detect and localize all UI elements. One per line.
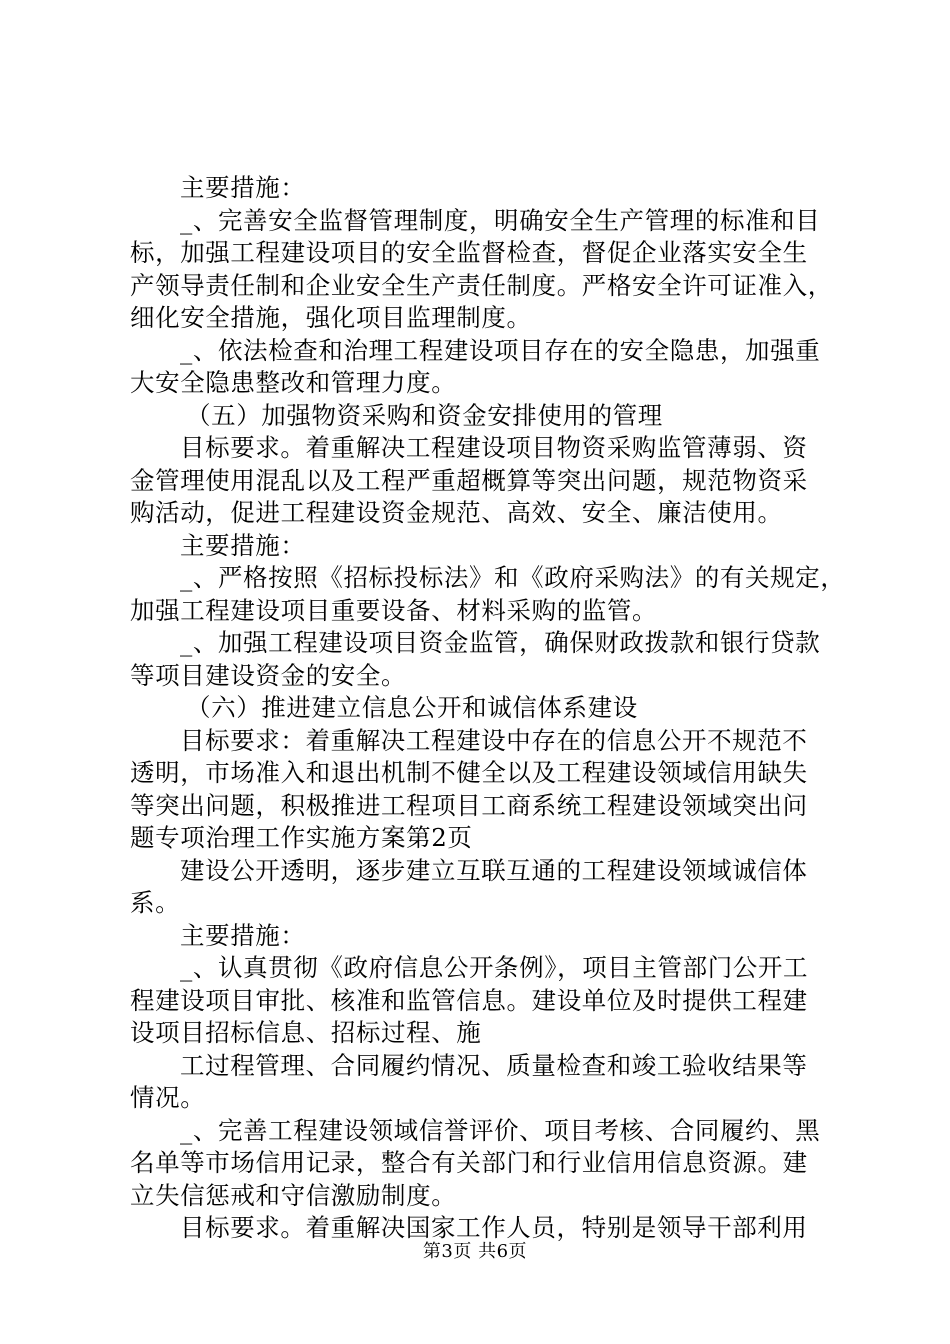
text-line: 目标要求。着重解决工程建设项目物资采购监管薄弱、资 xyxy=(180,433,808,462)
text-line: _、认真贯彻《政府信息公开条例》，项目主管部门公开工 xyxy=(180,953,809,982)
text-line: 主要措施： xyxy=(180,920,306,950)
section-heading: （六）推进建立信息公开和诚信体系建设 xyxy=(186,693,638,722)
text-line: _、完善工程建设领域信誉评价、项目考核、合同履约、黑 xyxy=(180,1115,821,1145)
text-line: 细化安全措施，强化项目监理制度。 xyxy=(130,303,532,332)
text-line: 大安全隐患整改和管理力度。 xyxy=(130,368,457,397)
text-line: 金管理使用混乱以及工程严重超概算等突出问题，规范物资采 xyxy=(130,465,808,495)
text-line: 主要措施： xyxy=(180,530,306,560)
text-line: _、加强工程建设项目资金监管，确保财政拨款和银行贷款 xyxy=(180,628,821,657)
text-line: 建设公开透明，逐步建立互联互通的工程建设领域诚信体 xyxy=(180,855,808,885)
text-line: 名单等市场信用记录，整合有关部门和行业信用信息资源。建 xyxy=(130,1148,808,1177)
text-line: 程建设项目审批、核准和监管信息。建设单位及时提供工程建 xyxy=(130,985,808,1015)
text-line: 标，加强工程建设项目的安全监督检查，督促企业落实安全生 xyxy=(130,238,808,267)
text-line: _、依法检查和治理工程建设项目存在的安全隐患，加强重 xyxy=(180,335,821,365)
document-body xyxy=(130,172,845,1245)
text-line: 系。 xyxy=(130,888,181,917)
text-line: 产领导责任制和企业安全生产责任制度。严格安全许可证准入， xyxy=(130,270,833,300)
text-line: 等项目建设资金的安全。 xyxy=(130,660,407,690)
text-line: 题专项治理工作实施方案第2页 xyxy=(130,823,473,852)
text-line: _、严格按照《招标投标法》和《政府采购法》的有关规定， xyxy=(180,563,846,592)
text-line: 设项目招标信息、招标过程、施 xyxy=(130,1018,482,1047)
section-heading: （五）加强物资采购和资金安排使用的管理 xyxy=(186,400,663,430)
page-number-footer: 第3页 共6页 xyxy=(422,1241,528,1262)
text-line: 情况。 xyxy=(130,1083,206,1112)
text-line: 立失信惩戒和守信激励制度。 xyxy=(130,1180,457,1210)
text-line: 购活动，促进工程建设资金规范、高效、安全、廉洁使用。 xyxy=(130,498,783,527)
text-line: 工过程管理、合同履约情况、质量检查和竣工验收结果等 xyxy=(180,1050,808,1080)
text-line: 加强工程建设项目重要设备、材料采购的监管。 xyxy=(130,595,658,625)
text-line: 透明，市场准入和退出机制不健全以及工程建设领域信用缺失 xyxy=(130,758,808,787)
text-line: 目标要求：着重解决工程建设中存在的信息公开不规范不 xyxy=(180,725,808,755)
text-line: 等突出问题，积极推进工程项目工商系统工程建设领域突出问 xyxy=(130,790,808,820)
text-line: 目标要求。着重解决国家工作人员，特别是领导干部利用 xyxy=(180,1213,808,1242)
text-line: 主要措施： xyxy=(180,173,306,202)
text-line: _、完善安全监督管理制度，明确安全生产管理的标准和目 xyxy=(180,205,821,235)
